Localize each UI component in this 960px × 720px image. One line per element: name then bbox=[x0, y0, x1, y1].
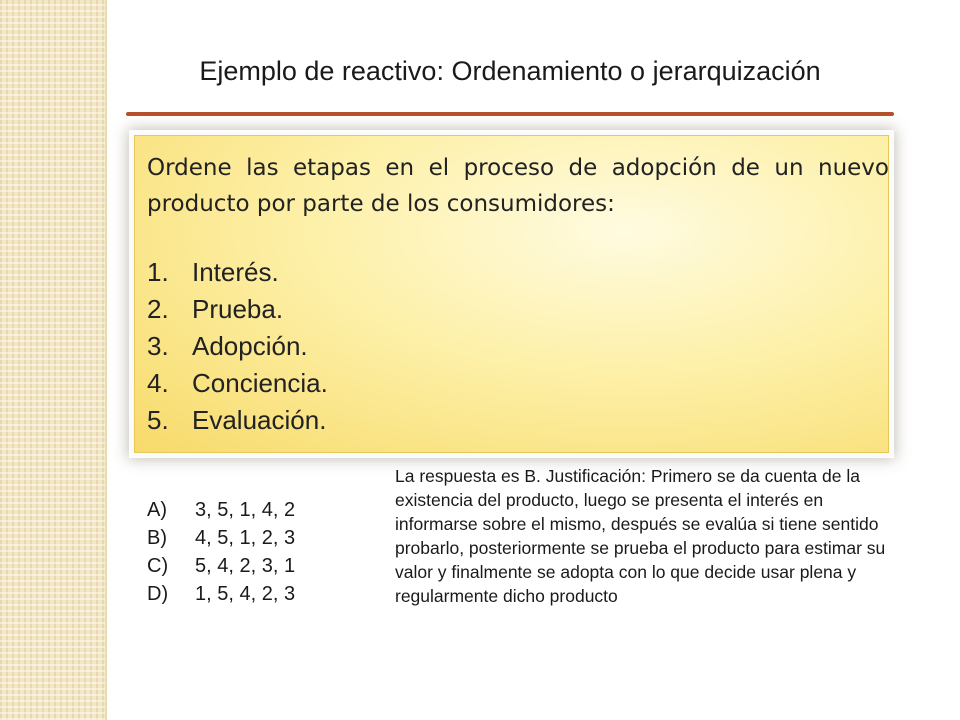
list-item bbox=[147, 291, 328, 328]
option-letter: D) bbox=[147, 583, 169, 605]
slide-title: Ejemplo de reactivo: Ordenamiento o jerarquización bbox=[199, 56, 821, 86]
list-item bbox=[147, 365, 328, 402]
list-item-label: Conciencia. bbox=[192, 368, 328, 398]
list-item-label: Adopción. bbox=[192, 331, 308, 361]
list-item-label: Interés. bbox=[192, 257, 279, 287]
list-item-number: 5. bbox=[147, 405, 169, 435]
option-a bbox=[147, 496, 295, 524]
answer-justification: La respuesta es B. Justificación: Primero se da cuenta de la existencia del producto, luego se presenta el interés en informarse sobre el mismo, después se evalúa si tiene sentido probarlo, posteriormente se prueba el producto para estimar su valor y finalmente se adopta con lo que decide usar plena y regularmente dicho producto bbox=[395, 466, 886, 606]
option-text: 5, 4, 2, 3, 1 bbox=[195, 555, 296, 577]
option-letter: A) bbox=[147, 499, 167, 521]
option-d bbox=[147, 580, 295, 608]
list-item bbox=[147, 328, 328, 365]
list-item-number: 2. bbox=[147, 294, 169, 324]
option-letter: B) bbox=[147, 527, 167, 549]
option-letter: C) bbox=[147, 555, 169, 577]
list-item-label: Evaluación. bbox=[192, 405, 327, 435]
list-item bbox=[147, 402, 328, 439]
option-c bbox=[147, 552, 295, 580]
question-box bbox=[134, 135, 889, 453]
list-item-number: 4. bbox=[147, 368, 169, 398]
option-b bbox=[147, 524, 295, 552]
list-item-number: 1. bbox=[147, 257, 169, 287]
list-item-label: Prueba. bbox=[192, 294, 284, 324]
list-item bbox=[147, 254, 328, 291]
decorative-side-strip bbox=[0, 0, 107, 720]
option-text: 3, 5, 1, 4, 2 bbox=[195, 499, 296, 521]
list-item-number: 3. bbox=[147, 331, 169, 361]
answer-options bbox=[147, 496, 295, 608]
option-text: 4, 5, 1, 2, 3 bbox=[195, 527, 296, 549]
stage-list bbox=[147, 254, 328, 439]
question-prompt: Ordene las etapas en el proceso de adopción de un nuevo producto por parte de los consumidores: bbox=[147, 155, 889, 217]
option-text: 1, 5, 4, 2, 3 bbox=[195, 583, 296, 605]
title-divider bbox=[126, 112, 894, 116]
